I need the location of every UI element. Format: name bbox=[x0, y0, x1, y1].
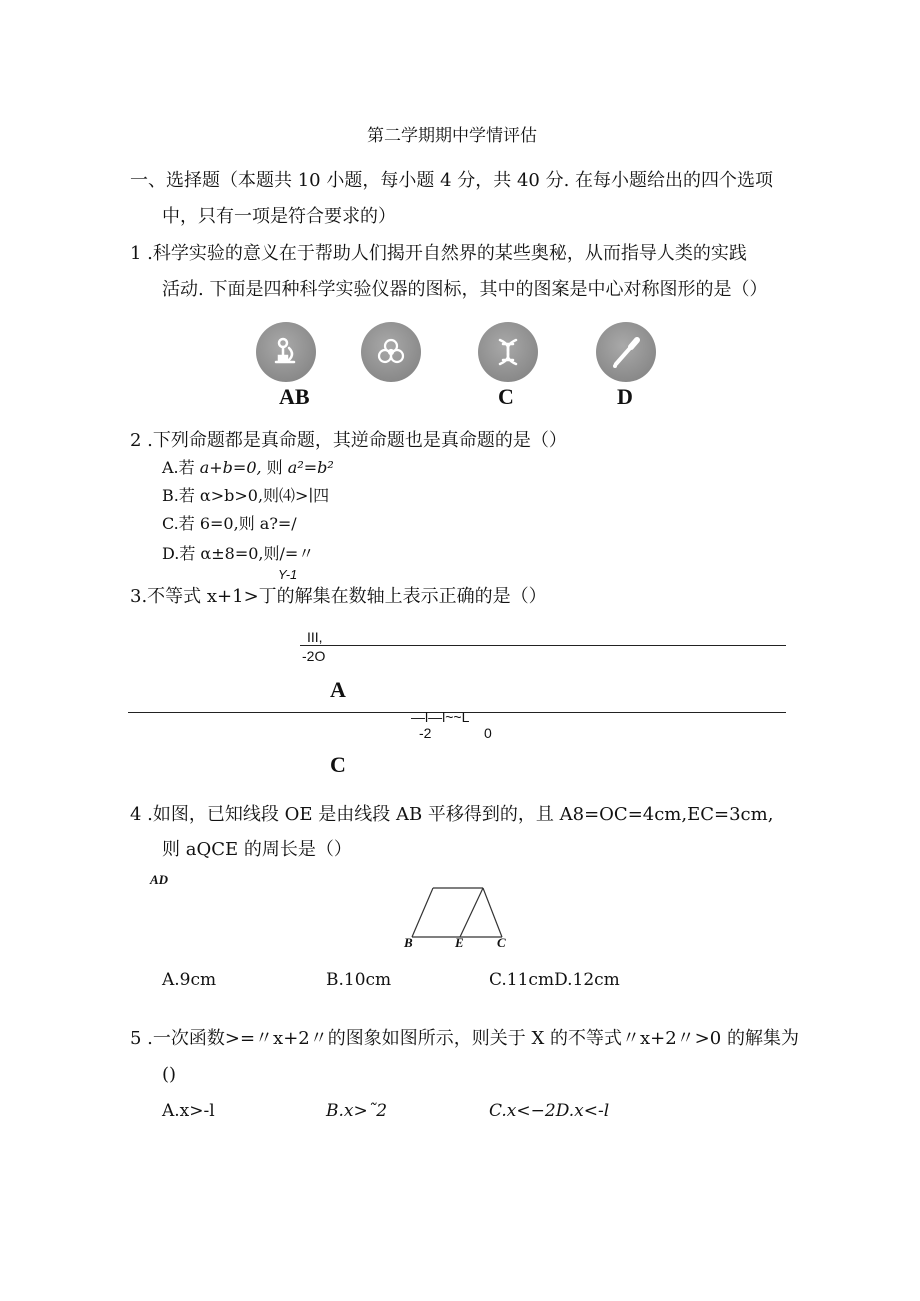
q3-overlay-text: Y-1 bbox=[278, 567, 298, 582]
q5-option-cd: C.x<−2D.x<-l bbox=[489, 1101, 610, 1121]
q5-option-a: A.x>-l bbox=[162, 1101, 215, 1121]
q3-a-ticks: III, bbox=[307, 629, 323, 645]
q5-stem: 5 .一次函数>=〃x+2〃的图象如图所示，则关于 X 的不等式〃x+2〃>0 的解集为 bbox=[130, 1028, 799, 1049]
section-heading: 一、选择题（本题共 10 小题，每小题 4 分，共 40 分. 在每小题给出的四个选项 bbox=[130, 170, 774, 191]
q1-stem-cont: 活动. 下面是四种科学实验仪器的图标，其中的图案是中心对称图形的是（） bbox=[162, 279, 768, 300]
q1-label-c: C bbox=[498, 384, 514, 409]
q3-label-a: A bbox=[330, 677, 346, 702]
q4-label-b: B bbox=[404, 935, 413, 950]
microscope-icon bbox=[256, 322, 316, 382]
q2-a-mid: 则 bbox=[261, 458, 288, 477]
q4-label-c: C bbox=[497, 935, 506, 950]
q4-label-e: E bbox=[455, 935, 464, 950]
q3-label-c: C bbox=[330, 752, 346, 777]
q2-option-c: C.若 6=0,则 a?=/ bbox=[162, 514, 297, 533]
page-title: 第二学期期中学情评估 bbox=[367, 126, 537, 146]
q4-stem: 4 .如图，已知线段 OE 是由线段 AB 平移得到的，且 A8=OC=4cm,EC=3cm, bbox=[130, 804, 774, 825]
q5-option-b: B.x>˜2 bbox=[326, 1101, 388, 1121]
q4-option-a: A.9cm bbox=[162, 970, 217, 990]
q4-figure-top-label: AD bbox=[150, 872, 169, 887]
q4-option-b: B.10cm bbox=[326, 970, 392, 990]
q1-label-d: D bbox=[617, 384, 633, 409]
dna-icon bbox=[478, 322, 538, 382]
q4-stem-cont: 则 aQCE 的周长是（） bbox=[162, 839, 352, 860]
q3-c-ticks: —l—l~~L bbox=[411, 709, 470, 725]
q1-stem: 1 .科学实验的意义在于帮助人们揭开自然界的某些奥秘，从而指导人类的实践 bbox=[130, 243, 747, 264]
q3-c-num-neg2: -2 bbox=[419, 725, 432, 741]
q2-a-cond: a+b=0, bbox=[199, 458, 262, 477]
q2-stem: 2 .下列命题都是真命题，其逆命题也是真命题的是（） bbox=[130, 430, 567, 451]
dropper-icon bbox=[596, 322, 656, 382]
q2-a-prefix: A.若 bbox=[162, 458, 200, 477]
q2-option-d: D.若 α±8=0,则/=〃 bbox=[162, 544, 315, 563]
q3-a-numbers: -2O bbox=[302, 648, 326, 664]
q1-label-ab: AB bbox=[279, 384, 310, 409]
q3-c-num-0: 0 bbox=[484, 725, 492, 741]
q3-stem: 3.不等式 x+1>丁的解集在数轴上表示正确的是（） bbox=[130, 586, 547, 607]
q3-a-number-line bbox=[300, 645, 786, 646]
q2-option-b: B.若 α>b>0,则⑷>∣四 bbox=[162, 486, 330, 505]
section-heading-cont: 中，只有一项是符合要求的） bbox=[162, 206, 396, 227]
q5-stem-cont: () bbox=[162, 1064, 177, 1085]
q4-option-cd: C.11cmD.12cm bbox=[489, 970, 620, 990]
biohazard-icon bbox=[361, 322, 421, 382]
q2-a-concl: a²=b² bbox=[287, 458, 334, 477]
q2-option-a bbox=[162, 455, 334, 478]
